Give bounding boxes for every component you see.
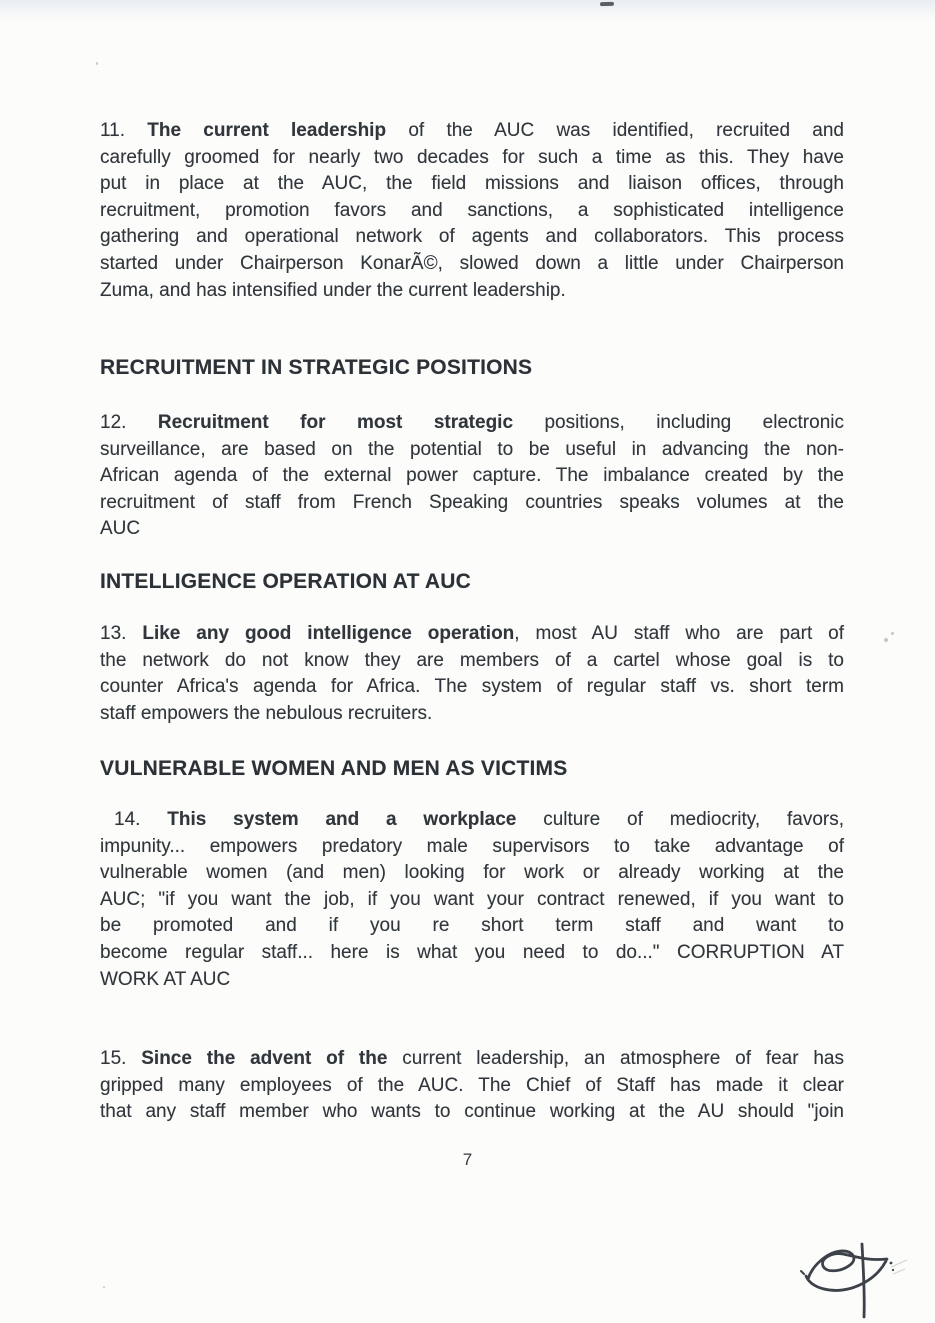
paragraph-15	[100, 1046, 844, 1126]
text-line: 11. The current leadership of the AUC was identified, recruited and	[100, 120, 844, 141]
page-number: 7	[462, 1150, 473, 1169]
text-line: WORK AT AUC	[100, 968, 231, 990]
text-line: 14. This system and a workplace culture of mediocrity, favors,	[114, 809, 845, 830]
text-line: recruitment, promotion favors and sanctions, a sophisticated intelligence	[100, 199, 844, 221]
scan-speck	[96, 62, 98, 65]
text-line: 15. Since the advent of the current leadership, an atmosphere of fear has	[100, 1048, 844, 1069]
text-line: started under Chairperson KonarÃ©, slowed down a little under Chairperson	[100, 252, 844, 274]
text-line: African agenda of the external power capture. The imbalance created by the	[100, 465, 844, 487]
paragraph-11	[100, 118, 844, 304]
text-line: surveillance, are based on the potential to be useful in advancing the non-	[100, 438, 844, 460]
text-line: staff empowers the nebulous recruiters.	[100, 702, 433, 724]
paragraph-14	[100, 807, 844, 993]
paragraph-13	[100, 621, 844, 727]
heading-vulnerable-women-men: VULNERABLE WOMEN AND MEN AS VICTIMS	[100, 757, 568, 780]
text-line: impunity... empowers predatory male supervisors to take advantage of	[100, 835, 844, 857]
text-line: be promoted and if you re short term staff and want to	[100, 915, 844, 937]
paragraph-12	[100, 410, 844, 543]
scan-speck	[103, 1286, 105, 1288]
text-line: put in place at the AUC, the field missions and liaison offices, through	[100, 173, 844, 195]
text-line: Zuma, and has intensified under the current leadership.	[100, 279, 566, 301]
signature-scribble	[795, 1233, 935, 1323]
text-line: counter Africa's agenda for Africa. The system of regular staff vs. short term	[100, 676, 844, 698]
text-line: carefully groomed for nearly two decades for such a time as this. They have	[100, 146, 844, 168]
text-line: gripped many employees of the AUC. The Chief of Staff has made it clear	[100, 1074, 844, 1096]
text-line: AUC	[100, 518, 141, 540]
scan-speck	[884, 638, 888, 642]
scan-mark-top-dash	[600, 2, 614, 6]
text-line: that any staff member who wants to continue working at the AU should "join	[100, 1101, 844, 1123]
text-line: the network do not know they are members of a cartel whose goal is to	[100, 649, 844, 671]
text-line: become regular staff... here is what you need to do..." CORRUPTION AT	[100, 941, 844, 963]
text-line: gathering and operational network of agents and collaborators. This process	[100, 226, 844, 248]
scan-edge-artifact	[0, 0, 935, 26]
heading-recruitment-strategic-positions: RECRUITMENT IN STRATEGIC POSITIONS	[100, 356, 533, 379]
text-line: AUC; "if you want the job, if you want your contract renewed, if you want to	[100, 888, 844, 910]
heading-intelligence-operation: INTELLIGENCE OPERATION AT AUC	[100, 570, 471, 593]
scan-speck	[891, 632, 894, 635]
text-line: 12. Recruitment for most strategic positions, including electronic	[100, 412, 844, 433]
text-line: vulnerable women (and men) looking for work or already working at the	[100, 862, 844, 884]
text-line: recruitment of staff from French Speaking countries speaks volumes at the	[100, 491, 844, 513]
text-line: 13. Like any good intelligence operation, most AU staff who are part of	[100, 623, 844, 644]
